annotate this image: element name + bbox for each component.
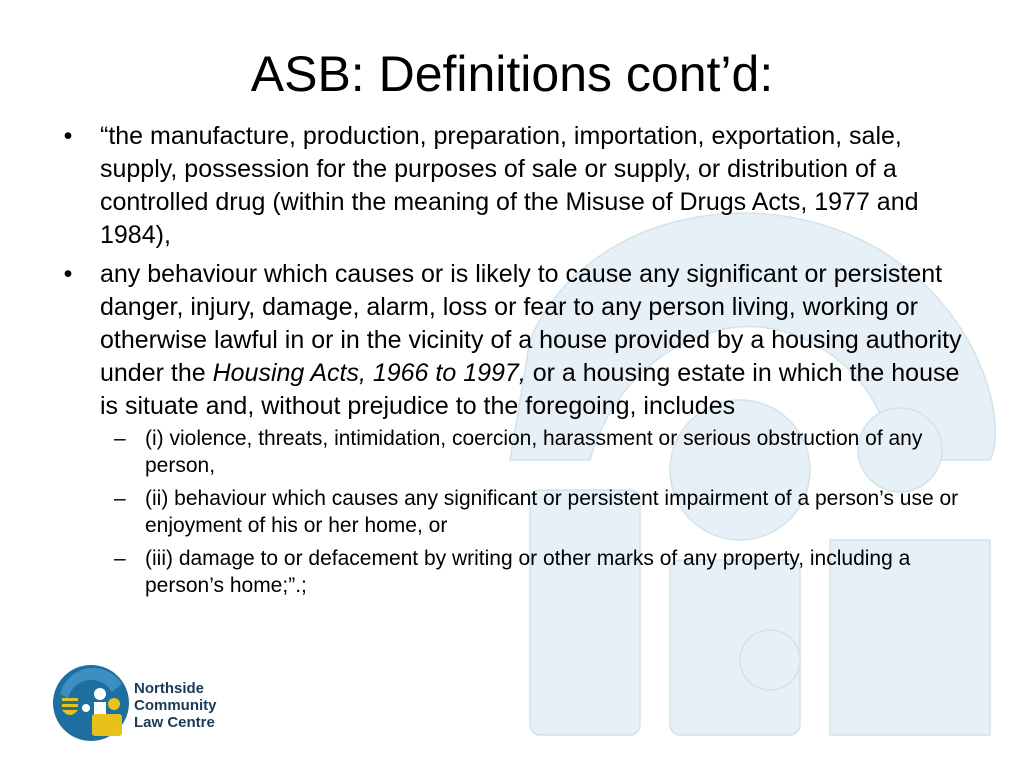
bullet-text-part: or a housing estate in which the house is situate and, without prejudice to the foregoing, includes [100, 359, 960, 420]
sub-item-text: (ii) behaviour which causes any significant or persistent impairment of a person’s use or enjoyment of his or her home, or [145, 487, 959, 537]
sub-item-text: (iii) damage to or defacement by writing or other marks of any property, including a person’s home;”.; [145, 547, 911, 597]
bullet-text-part: any behaviour which causes or is likely to cause any significant or persistent danger, injury, damage, alarm, loss or fear to any person living, working or otherwise lawful in or in the vicinity of a house provided by a housing authority under the [100, 260, 962, 387]
sub-item-3 [100, 545, 978, 599]
bullet-text-italic: Housing Acts, 1966 to 1997, [212, 359, 526, 387]
bullet-text [100, 260, 962, 420]
sub-item-1 [100, 425, 978, 479]
slide-title: ASB: Definitions cont’d: [250, 46, 774, 102]
bullet-list [58, 120, 978, 599]
logo-line-2: Community [134, 697, 217, 714]
logo-text [134, 680, 217, 731]
bullet-marker: • [63, 260, 73, 288]
logo-line-1: Northside [134, 680, 205, 697]
dash-marker: – [114, 427, 126, 450]
dash-marker: – [114, 547, 126, 570]
bullet-marker: • [63, 122, 73, 150]
dash-marker: – [114, 487, 126, 510]
bullet-item-1 [58, 120, 978, 252]
sub-item-text: (i) violence, threats, intimidation, coercion, harassment or serious obstruction of any person, [145, 427, 923, 477]
bullet-item-2 [58, 258, 978, 599]
bullet-text: “the manufacture, production, preparation, importation, exportation, sale, supply, possession for the purposes of sale or supply, or distribution of a controlled drug (within the meaning of the Misuse of Drugs Acts, 1977 and 1984), [100, 122, 919, 249]
slide-body [58, 120, 978, 605]
logo-line-3: Law Centre [134, 714, 215, 731]
watermark-circle-right [740, 630, 800, 690]
sub-list [100, 425, 978, 599]
sub-item-2 [100, 485, 978, 539]
org-logo [52, 664, 272, 744]
logo-mark-icon [52, 664, 130, 742]
